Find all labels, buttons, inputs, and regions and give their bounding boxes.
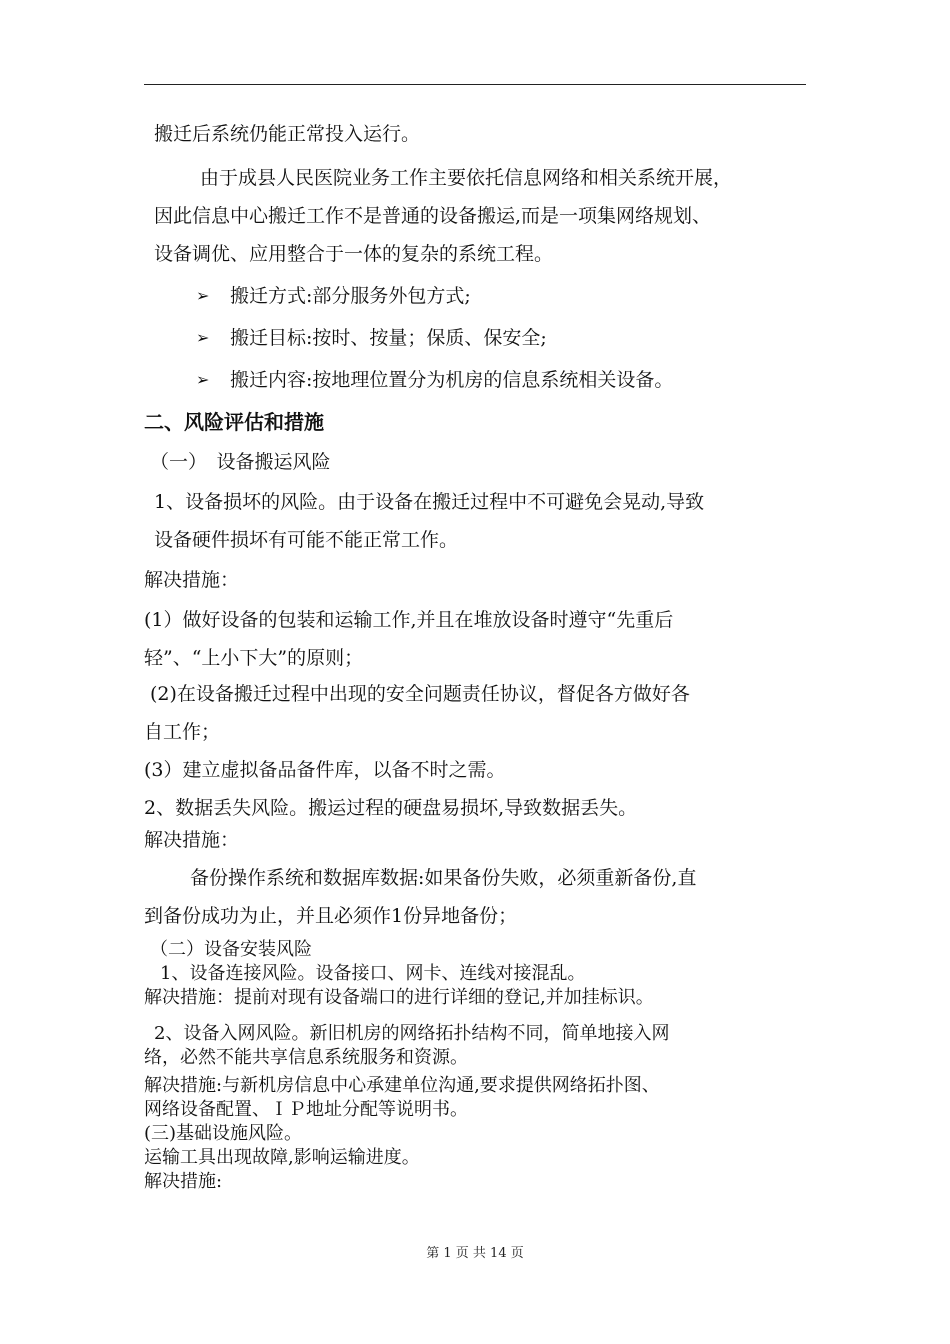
text-line: 1、设备损坏的风险。由于设备在搬迁过程中不可避免会晃动,导致: [154, 491, 705, 513]
subsection-heading: （一） 设备搬运风险: [150, 451, 331, 473]
bullet-item: 搬迁目标:按时、按量；保质、保安全;: [230, 327, 547, 349]
text-line: (1）做好设备的包装和运输工作,并且在堆放设备时遵守“先重后: [144, 609, 674, 631]
text-line: 1、设备连接风险。设备接口、网卡、连线对接混乱。: [160, 963, 586, 984]
text-line: 网络设备配置、ＩＰ地址分配等说明书。: [144, 1099, 468, 1120]
text-line: 解决措施：: [144, 569, 240, 591]
text-line: 络，必然不能共享信息系统服务和资源。: [144, 1047, 468, 1068]
paragraph-line: 设备调优、应用整合于一体的复杂的系统工程。: [154, 243, 554, 265]
text-line: 到备份成功为止，并且必须作1份异地备份；: [144, 905, 518, 927]
text-line: 解决措施：提前对现有设备端口的进行详细的登记,并加挂标识。: [144, 987, 654, 1008]
text-line: 2、设备入网风险。新旧机房的网络拓扑结构不同，简单地接入网: [154, 1023, 670, 1044]
text-line: 轻”、“上小下大”的原则；: [144, 647, 364, 669]
text-line: 运输工具出现故障,影响运输进度。: [144, 1147, 420, 1168]
subsection-heading: （二）设备安装风险: [150, 939, 312, 960]
text-line: 设备硬件损坏有可能不能正常工作。: [154, 529, 459, 551]
bullet-icon: ➢: [196, 370, 210, 389]
text-line: (3）建立虚拟备品备件库，以备不时之需。: [144, 759, 506, 781]
text-line: 解决措施:: [144, 1171, 223, 1192]
paragraph-line: 因此信息中心搬迁工作不是普通的设备搬运,而是一项集网络规划、: [154, 205, 712, 227]
bullet-item: 搬迁方式:部分服务外包方式;: [230, 285, 471, 307]
text-line: 2、数据丢失风险。搬运过程的硬盘易损坏,导致数据丢失。: [144, 797, 638, 819]
paragraph-line: 由于成县人民医院业务工作主要依托信息网络和相关系统开展，: [200, 167, 733, 189]
header-rule: [144, 84, 806, 85]
text-line: 解决措施：: [144, 829, 240, 851]
page-footer: 第 1 页 共 14 页: [426, 1246, 524, 1261]
text-line: (2)在设备搬迁过程中出现的安全问题责任协议，督促各方做好各: [150, 683, 690, 705]
text-line: 解决措施:与新机房信息中心承建单位沟通,要求提供网络拓扑图、: [144, 1075, 660, 1096]
text-line: 搬迁后系统仍能正常投入运行。: [154, 123, 421, 145]
bullet-item: 搬迁内容:按地理位置分为机房的信息系统相关设备。: [230, 369, 674, 391]
bullet-icon: ➢: [196, 286, 210, 305]
text-line: 自工作；: [144, 721, 221, 743]
section-heading: 二、风险评估和措施: [144, 410, 324, 434]
text-line: (三)基础设施风险。: [144, 1123, 303, 1144]
bullet-icon: ➢: [196, 328, 210, 347]
text-line: 备份操作系统和数据库数据:如果备份失败，必须重新备份,直: [190, 867, 697, 889]
